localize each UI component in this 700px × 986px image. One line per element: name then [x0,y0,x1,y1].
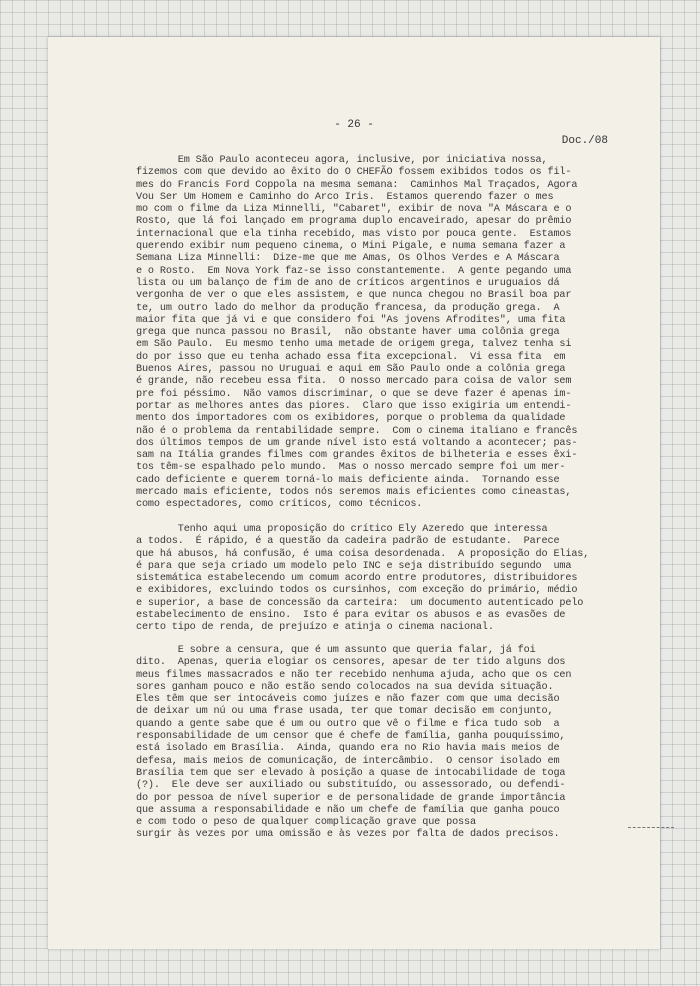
paragraph-2 [136,524,616,635]
text-line: Semana Liza Minnelli: Dize-me que me Amas, Os Olhos Verdes e A Máscara [136,253,560,265]
text-line: que assuma a responsabilidade e não um chefe de família que ganha pouco [136,804,560,816]
text-line: sores ganham pouco e não estão sendo colocados na sua devida situação. [136,681,554,693]
text-line: portar as melhores antes das piores. Claro que isso exigiria um entendi- [136,400,572,412]
text-line: em São Paulo. Eu mesmo tenho uma metade de origem grega, talvez tenha si [136,339,572,351]
text-line: Brasília tem que ser elevado à posição a quase de intocabilidade de toga [136,767,566,779]
text-line: sistemática estabelecendo um comum acordo entre produtores, distribuidores [136,573,578,585]
text-line: dito. Apenas, queria elogiar os censores, apesar de ter tido alguns dos [136,657,566,669]
text-line: querendo exibir num pequeno cinema, o Mini Pigale, e numa semana fazer a [136,241,566,253]
text-line: sam na Itália grandes filmes com grandes êxitos de bilheteria e esses êxi- [136,450,578,462]
text-line: meus filmes massacrados e não ter recebido nenhuma ajuda, acho que os cen [136,669,572,681]
text-line: Tenho aqui uma proposição do crítico Ely Azeredo que interessa [136,524,548,535]
text-line: mo com o filme da Liza Minnelli, "Cabaret", exibir de nova "A Máscara e o [136,204,572,216]
text-line: que há abusos, há confusão, é uma coisa desordenada. A proposição do Elias, [136,548,590,560]
document-code: Doc./08 [561,135,608,147]
text-line: e superior, a base de concessão da carteira: um documento autenticado pelo [136,597,584,609]
text-line: é grande, não recebeu essa fita. O nosso mercado para coisa de valor sem [136,376,572,388]
text-line: quando a gente sabe que é um ou outro que vê o filme e fica tudo sob a [136,718,560,730]
text-line: vergonha de ver o que eles assistem, e que nunca chegou no Brasil boa par [136,290,572,302]
text-line: e exibidores, excluindo todos os cursinhos, com exceção do primário, médio [136,585,578,597]
text-line: tos têm-se espalhado pelo mundo. Mas o nosso mercado sempre foi um mer- [136,462,566,474]
text-line: defesa, mais meios de comunicação, de intercâmbio. O censor isolado em [136,755,560,767]
text-line: responsabilidade de um censor que é chefe de família, ganha pouquíssimo, [136,731,566,743]
text-line: a todos. É rápido, é a questão da cadeira padrão de estudante. Parece [136,536,560,548]
text-line: internacional que ela tinha recebido, mas visto por pouca gente. Estamos [136,228,572,240]
text-line: está isolado em Brasília. Ainda, quando era no Rio havia mais meios de [136,743,560,755]
text-line: mes do Francis Ford Coppola na mesma semana: Caminhos Mal Traçados, Agora [136,179,578,191]
text-line: Buenos Aires, passou no Uruguai e aqui em São Paulo onde a colônia grega [136,364,566,376]
text-line: te, um outro lado do melhor da produção francesa, da produção grega. A [136,302,560,314]
text-line: do por isso que eu tenha achado essa fita excepcional. Vi essa fita em [136,351,566,363]
text-line: e com todo o peso de qualquer complicação grave que possa [136,817,476,829]
document-page [48,37,660,949]
text-line: estabelecimento de ensino. Isto é para evitar os abusos e as evasões de [136,610,566,622]
paragraph-3 [136,645,616,842]
text-line: fizemos com que devido ao êxito do O CHEFÃO fossem exibidos todos os fil- [136,167,572,179]
text-line: não é o problema da rentabilidade sempre. Com o cinema italiano e francês [136,425,578,437]
text-line: cado deficiente e querem torná-lo mais deficiente ainda. Tornando esse [136,474,560,486]
text-line: Em São Paulo aconteceu agora, inclusive, por iniciativa nossa, [136,155,548,166]
text-line: Eles têm que ser intocáveis como juízes e não fazer com que uma decisão [136,694,560,706]
text-line: do por pessoa de nível superior e de personalidade de grande importância [136,792,566,804]
text-line: pre foi péssimo. Não vamos discriminar, o que se deve fazer é apenas im- [136,388,572,400]
text-line: (?). Ele deve ser auxiliado ou substituído, ou assessorado, ou defendi- [136,780,566,792]
text-line: e o Rosto. Em Nova York faz-se isso constantemente. A gente pegando uma [136,265,572,277]
text-line: E sobre a censura, que é um assunto que queria falar, já foi [136,645,536,656]
text-line: mercado mais eficiente, todos nós seremos mais eficientes como cineastas, [136,487,572,499]
text-line: de deixar um nú ou uma frase usada, ter que tomar decisão em conjunto, [136,706,554,718]
margin-pencil-mark [628,827,674,829]
text-line: dos últimos tempos de um grande nível isto está voltando a acontecer; pas- [136,437,578,449]
text-line: Rosto, que lá foi lançado em programa duplo encaveirado, apesar do prêmio [136,216,572,228]
text-line: é para que seja criado um modelo pelo INC e seja distribuído segundo uma [136,560,572,572]
text-line: como espectadores, como críticos, como técnicos. [136,499,423,511]
paragraph-1 [136,155,616,512]
text-line: grega que nunca passou no Brasil, não obstante haver uma colônia grega [136,327,560,339]
text-line: surgir às vezes por uma omissão e às vezes por falta de dados precisos. [136,829,560,841]
text-line: lista ou um balanço de fim de ano de críticos argentinos e uruguaios dá [136,277,560,289]
text-line: maior fita que já vi e que considero foi "As jovens Afrodites", uma fita [136,314,566,326]
text-line: certo tipo de renda, de prejuízo e atinja o cinema nacional. [136,622,494,634]
text-line: mento dos importadores com os exibidores, porque o problema da qualidade [136,413,566,425]
text-line: Vou Ser Um Homem e Caminho do Arco Iris. Estamos querendo fazer o mes [136,191,554,203]
page-number: - 26 - [334,119,374,131]
